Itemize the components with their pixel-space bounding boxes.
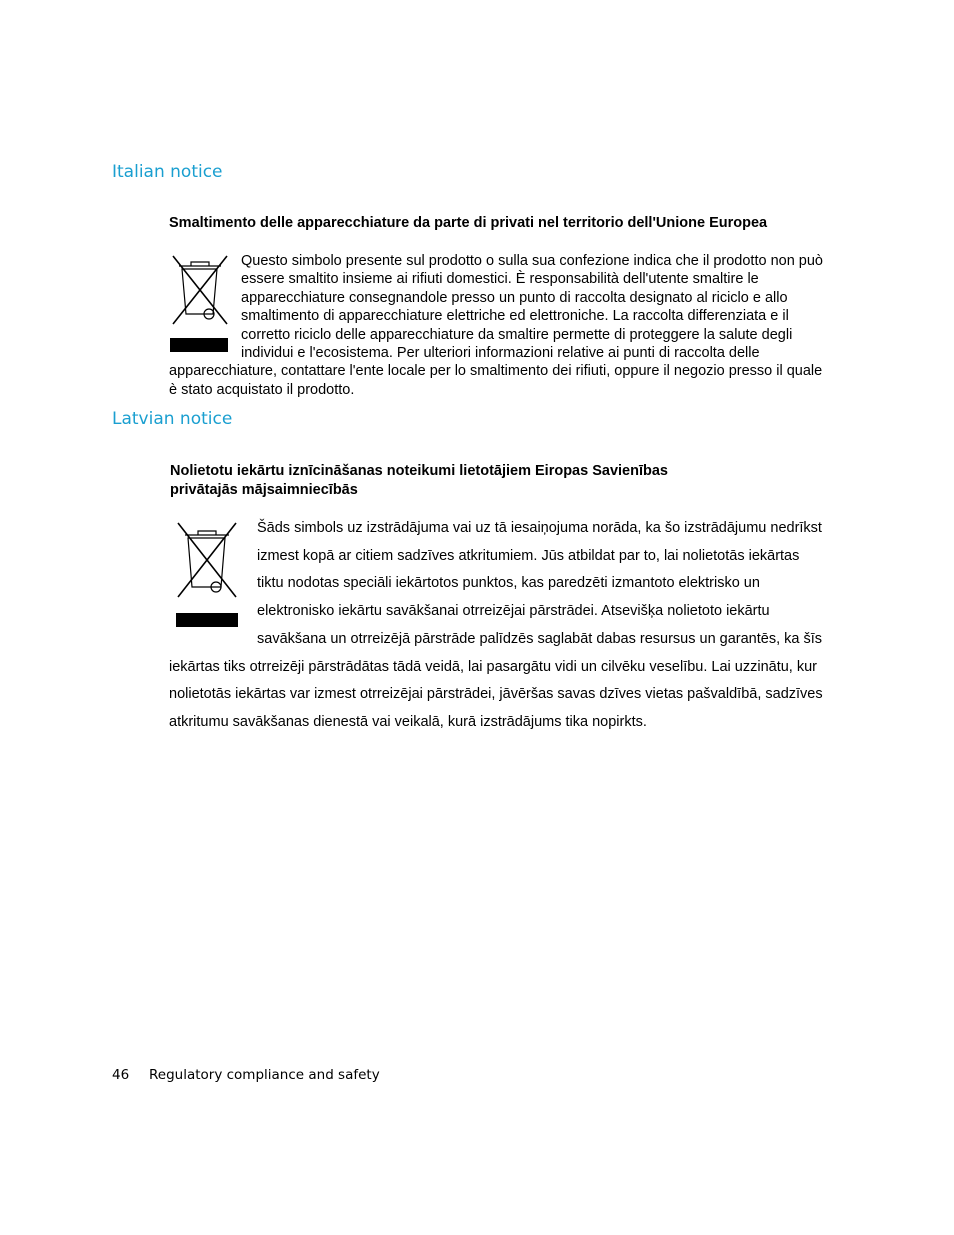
latvian-subheading-line-1: Nolietotu iekārtu iznīcināšanas noteikumi lietotājiem Eiropas Savienības bbox=[170, 463, 668, 479]
italian-notice-heading: Italian notice bbox=[112, 162, 223, 182]
page-footer bbox=[112, 1067, 380, 1083]
latvian-notice-heading: Latvian notice bbox=[112, 409, 233, 429]
italian-notice-body bbox=[169, 252, 829, 399]
italian-notice-text: Questo simbolo presente sul prodotto o sulla sua confezione indica che il prodotto non può essere smaltito insieme ai rifiuti domestici. È responsabilità dell'utente smaltire le apparecchiature consegnandole presso un punto di raccolta designato al riciclo e allo smaltimento di apparecchiature elettriche ed elettroniche. La raccolta differenziata e il corretto riciclo delle apparecchiature da smaltire permette di proteggere la salute degli individui e l'ecosistema. Per ulteriori informazioni relative ai punti di raccolta delle apparecchiature, contattare l'ente locale per lo smaltimento dei rifiuti, oppure il negozio presso il quale è stato acquistato il prodotto. bbox=[169, 253, 823, 398]
latvian-notice-text: Šāds simbols uz izstrādājuma vai uz tā iesaiņojuma norāda, ka šo izstrādājumu nedrīkst izmest kopā ar citiem sadzīves atkritumiem. Jūs atbildat par to, lai nolietotās iekārtas tiktu nodotas speciāli iekārtotos punktos, kas paredzēti izmantoto elektrisko un elektronisko iekārtu savākšanai otrreizējai pārstrādei. Atsevišķa nolietoto iekārtu savākšana un otrreizējā pārstrāde palīdzēs saglabāt dabas resursus un garantēs, ka šīs iekārtas tiks otrreizēji pārstrādātas tādā veidā, lai pasargātu vidi un cilvēku veselību. Lai uzzinātu, kur nolietotās iekārtas var izmest otrreizējai pārstrādei, jāvēršas savas dzīves vietas pašvaldībā, sadzīves atkritumu savākšanas dienestā vai veikalā, kurā izstrādājums tika nopirkts. bbox=[169, 520, 823, 730]
italian-notice-subheading: Smaltimento delle apparecchiature da parte di privati nel territorio dell'Unione Europea bbox=[169, 215, 768, 231]
latvian-notice-body bbox=[169, 515, 829, 737]
page-number: 46 bbox=[112, 1067, 130, 1083]
latvian-subheading-line-2: privātajās mājsaimniecībās bbox=[170, 482, 358, 498]
latvian-notice-subheading bbox=[170, 462, 668, 500]
footer-section-title: Regulatory compliance and safety bbox=[149, 1067, 380, 1083]
